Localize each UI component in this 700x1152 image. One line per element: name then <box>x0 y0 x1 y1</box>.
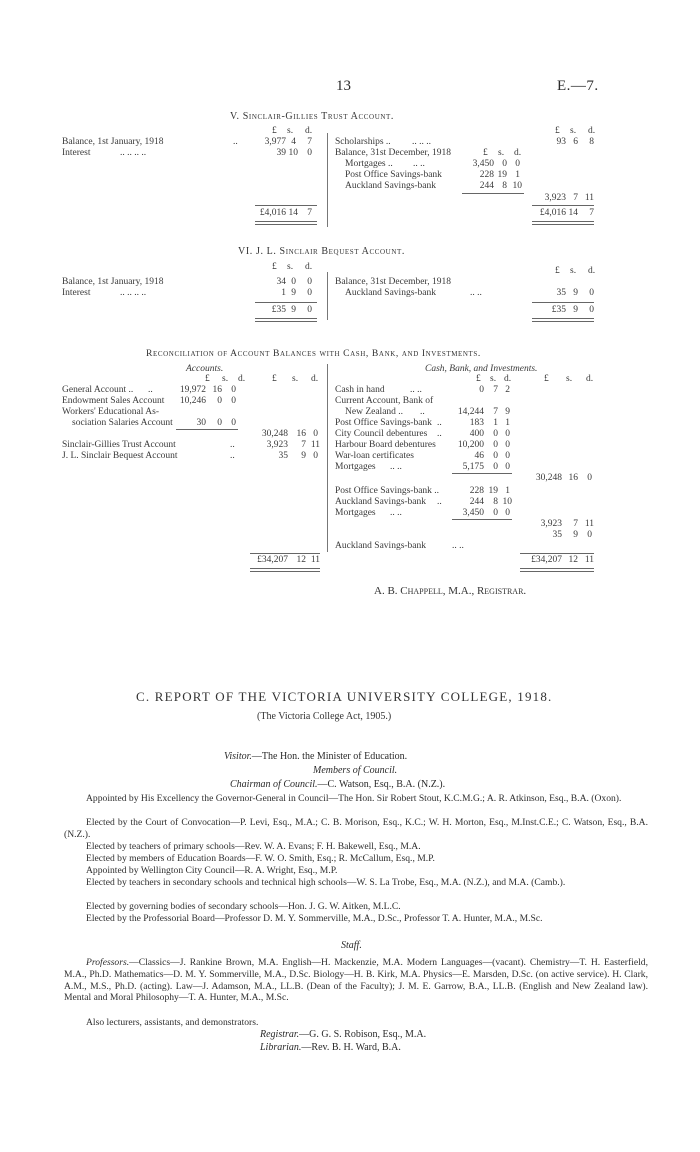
currency-head-pounds: £ <box>555 266 560 276</box>
ledger-pence: 0 <box>505 429 510 439</box>
ledger-subhead: d. <box>514 148 522 158</box>
also-paragraph: Also lecturers, assistants, and demonstrators. <box>86 1017 259 1028</box>
ledger-shillings: 9 <box>301 451 306 461</box>
council-paragraph: Elected by the Court of Convocation—P. Levi, Esq., M.A.; C. B. Morison, Esq., K.C.; W. H. Morton, Esq., M.Inst.C.E.; C. Watson, Esq., B.A. (N.Z.). <box>64 817 648 840</box>
ledger-label: Workers' Educational As- <box>62 407 159 417</box>
ledger-label: Cash in hand <box>335 385 385 395</box>
reconciliation-title: Reconciliation of Account Balances with Cash, Bank, and Investments. <box>146 348 481 359</box>
ledger-total-pence: 11 <box>584 555 594 565</box>
council-paragraph: Elected by governing bodies of secondary schools—Hon. J. G. W. Aitken, M.L.C. <box>86 901 401 912</box>
ledger-shillings: 6 <box>573 137 578 147</box>
ledger-label: General Account .. <box>62 385 134 395</box>
ledger-label: Mortgages <box>335 462 376 472</box>
ledger-pounds: 1 <box>281 288 286 298</box>
registrar-label: Registrar. <box>260 1029 300 1040</box>
ledger-pounds: 3,977 <box>264 137 286 147</box>
ledger-label: War-loan certificates <box>335 451 414 461</box>
ledger-pence: 2 <box>505 385 510 395</box>
currency-head-shillings: s. <box>570 126 577 136</box>
registrar-text: —G. G. S. Robison, Esq., M.A. <box>299 1029 427 1040</box>
ledger-pounds: 3,450 <box>462 508 484 518</box>
ledger-leader: .. .. <box>413 159 425 169</box>
ledger-total-shillings: 9 <box>291 305 296 315</box>
ledger-pounds: 0 <box>479 385 484 395</box>
ledger-pounds: 46 <box>474 451 484 461</box>
ledger-shillings: 0 <box>493 462 498 472</box>
currency-head-pence: d. <box>311 374 319 384</box>
ledger-pounds: 183 <box>469 418 484 428</box>
ledger-pounds: 244 <box>469 497 484 507</box>
currency-head-pounds: £ <box>272 374 277 384</box>
ledger-pounds: 400 <box>469 429 484 439</box>
chairman-line <box>230 779 445 790</box>
ledger-pounds: 35 <box>552 530 562 540</box>
librarian-line <box>260 1042 401 1053</box>
ledger-pence: 10 <box>502 497 512 507</box>
ledger-pence: 8 <box>589 137 594 147</box>
ledger-shillings: 7 <box>573 519 578 529</box>
cash-bank-investments-heading: Cash, Bank, and Investments. <box>425 364 538 374</box>
professors-label: Professors. <box>86 957 130 968</box>
librarian-text: —Rev. B. H. Ward, B.A. <box>301 1042 401 1053</box>
currency-head-shillings: s. <box>570 266 577 276</box>
ledger-label: Sinclair-Gillies Trust Account <box>62 440 176 450</box>
ledger-pounds: 10,246 <box>179 396 206 406</box>
ledger-pounds: 14,244 <box>457 407 484 417</box>
currency-head-pence: d. <box>238 374 246 384</box>
chairman-text: —C. Watson, Esq., B.A. (N.Z.). <box>317 779 446 790</box>
ledger-total-shillings: 14 <box>568 208 578 218</box>
ledger-shillings: 7 <box>493 407 498 417</box>
ledger-leader: .. <box>437 429 442 439</box>
ledger-total-pence: 11 <box>310 555 320 565</box>
ledger-total-pence: 7 <box>307 208 312 218</box>
ledger-shillings: 9 <box>291 288 296 298</box>
ledger-shillings: 9 <box>573 288 578 298</box>
sinclair-gillies-title: V. Sinclair-Gillies Trust Account. <box>230 111 394 122</box>
ledger-shillings: 10 <box>288 148 298 158</box>
ledger-shillings: 9 <box>573 530 578 540</box>
currency-head-pence: d. <box>504 374 512 384</box>
ledger-pence: 0 <box>231 385 236 395</box>
currency-head-shillings: s. <box>292 374 299 384</box>
ledger-shillings: 0 <box>493 440 498 450</box>
ledger-leader: .. .. <box>410 385 422 395</box>
staff-heading: Staff. <box>341 940 362 951</box>
ledger-shillings: 1 <box>493 418 498 428</box>
ledger-pounds: 34 <box>276 277 286 287</box>
ledger-pounds: 5,175 <box>462 462 484 472</box>
ledger-pence: 1 <box>515 170 520 180</box>
ledger-pounds: 228 <box>469 486 484 496</box>
document-code: E.—7. <box>557 78 599 94</box>
currency-head-shillings: s. <box>490 374 497 384</box>
council-paragraph: Elected by teachers in secondary schools and technical high schools—W. S. La Trobe, Esq., M.A. (N.Z.), and M.A. (Camb.). <box>86 877 566 888</box>
registrar-line <box>260 1029 426 1040</box>
ledger-label: Auckland Savings-bank <box>345 181 437 191</box>
ledger-leader: .. <box>437 418 442 428</box>
ledger-shillings: 16 <box>568 473 578 483</box>
registrar-signature: A. B. Chappell, M.A., Registrar. <box>374 585 527 597</box>
ledger-pence: 7 <box>307 137 312 147</box>
ledger-pence: 1 <box>505 418 510 428</box>
subtotal-rule <box>452 519 512 520</box>
currency-head-pounds: £ <box>272 262 277 272</box>
ledger-leader: .. .. <box>390 462 402 472</box>
ledger-label: City Council debentures <box>335 429 428 439</box>
ledger-pence: 0 <box>505 508 510 518</box>
ledger-total-shillings: 14 <box>288 208 298 218</box>
ledger-label: Auckland Savings-bank <box>345 288 437 298</box>
currency-head-pence: d. <box>586 374 594 384</box>
total-rule <box>520 553 594 554</box>
total-rule <box>250 553 320 554</box>
ledger-shillings: 0 <box>502 159 507 169</box>
ledger-leader: .. <box>230 451 235 461</box>
ledger-total-pounds: £4,016 <box>539 208 566 218</box>
ledger-total-pounds: £4,016 <box>259 208 286 218</box>
currency-head-shillings: s. <box>287 126 294 136</box>
ledger-label: Post Office Savings-bank <box>345 170 442 180</box>
total-rule <box>532 205 594 206</box>
ledger-leader: .. <box>420 407 425 417</box>
double-rule <box>520 568 594 572</box>
ledger-leader: .. <box>437 497 442 507</box>
ledger-label: J. L. Sinclair Bequest Account <box>62 451 178 461</box>
report-act: (The Victoria College Act, 1905.) <box>257 711 392 722</box>
subtotal-rule <box>176 429 238 430</box>
ledger-pounds: 3,923 <box>540 519 562 529</box>
ledger-total-shillings: 12 <box>296 555 306 565</box>
currency-head-pence: d. <box>305 126 313 136</box>
ledger-pence: 0 <box>231 418 236 428</box>
ledger-shillings: 7 <box>493 385 498 395</box>
ledger-leader: .. <box>148 385 153 395</box>
ledger-shillings: 7 <box>301 440 306 450</box>
librarian-label: Librarian. <box>260 1042 302 1053</box>
ledger-label: Endowment Sales Account <box>62 396 165 406</box>
ledger-pence: 9 <box>505 407 510 417</box>
ledger-pounds: 244 <box>479 181 494 191</box>
ledger-label: Auckland Savings-bank <box>335 497 427 507</box>
ledger-label: Mortgages .. <box>345 159 393 169</box>
column-divider <box>327 133 328 227</box>
ledger-total-pounds: £35 <box>271 305 286 315</box>
currency-head-pence: d. <box>588 126 596 136</box>
ledger-pence: 11 <box>584 519 594 529</box>
ledger-leader: .. .. .. <box>412 137 431 147</box>
ledger-leader: .. .. .. .. <box>120 148 147 158</box>
ledger-pence: 0 <box>231 396 236 406</box>
ledger-pence: 0 <box>307 148 312 158</box>
ledger-pounds: 3,450 <box>472 159 494 169</box>
ledger-pounds: 3,923 <box>266 440 288 450</box>
ledger-total-pence: 7 <box>589 208 594 218</box>
ledger-leader: .. .. <box>452 541 464 551</box>
ledger-shillings: 0 <box>217 418 222 428</box>
ledger-leader: .. <box>230 440 235 450</box>
ledger-label: New Zealand .. <box>345 407 404 417</box>
ledger-pence: 11 <box>310 440 320 450</box>
currency-head-pounds: £ <box>205 374 210 384</box>
ledger-shillings: 8 <box>493 497 498 507</box>
accounts-heading: Accounts. <box>186 364 224 374</box>
ledger-total-pence: 0 <box>307 305 312 315</box>
ledger-label: Interest <box>62 148 91 158</box>
professors-text: —Classics—J. Rankine Brown, M.A. English—H. Mackenzie, M.A. Modern Languages—(vacant). Chemistry—T. H. Easterfield, M.A., Ph.D. Mathematics—D. M. Y. Sommerville, M.A., D.Sc. Biology—H. B. Kirk, M.A. Physics—E. Marsden, D.Sc. (on active service). H. Clark, A.M., M.S., Ph.D. (acting). Law—J. Adamson, M.A., LL.B. (Dean of the Faculty); J. M. E. Garrow, B.A., LL.B. (English and New Zealand law). Mental and Moral Philosophy—T. A. Hunter, M.A., M.Sc. <box>64 957 648 1004</box>
ledger-pence: 0 <box>307 277 312 287</box>
ledger-pounds: 39 <box>276 148 286 158</box>
ledger-pence: 11 <box>584 193 594 203</box>
ledger-shillings: 0 <box>493 508 498 518</box>
ledger-pounds: 35 <box>556 288 566 298</box>
ledger-leader: .. .. <box>470 288 482 298</box>
chairman-label: Chairman of Council. <box>230 779 318 790</box>
ledger-pounds: 10,200 <box>457 440 484 450</box>
ledger-pence: 0 <box>587 473 592 483</box>
ledger-pence: 0 <box>505 451 510 461</box>
ledger-leader: .. <box>233 137 238 147</box>
ledger-label: Interest <box>62 288 91 298</box>
currency-head-pence: d. <box>305 262 313 272</box>
ledger-pence: 0 <box>515 159 520 169</box>
ledger-pounds: 35 <box>278 451 288 461</box>
ledger-pence: 1 <box>505 486 510 496</box>
ledger-pounds: 3,923 <box>544 193 566 203</box>
ledger-pounds: 228 <box>479 170 494 180</box>
double-rule <box>255 318 317 322</box>
ledger-label: sociation Salaries Account <box>72 418 173 428</box>
ledger-pence: 0 <box>589 288 594 298</box>
currency-head-pounds: £ <box>555 126 560 136</box>
ledger-shillings: 0 <box>493 429 498 439</box>
ledger-label: Balance, 1st January, 1918 <box>62 137 164 147</box>
total-rule <box>255 302 317 303</box>
ledger-pounds: 30,248 <box>261 429 288 439</box>
ledger-pence: 0 <box>505 462 510 472</box>
ledger-shillings: 19 <box>488 486 498 496</box>
currency-head-pounds: £ <box>544 374 549 384</box>
ledger-pence: 0 <box>505 440 510 450</box>
currency-head-pence: d. <box>588 266 596 276</box>
ledger-label: Balance, 31st December, 1918 <box>335 277 451 287</box>
ledger-pounds: 19,972 <box>179 385 206 395</box>
ledger-label: Balance, 31st December, 1918 <box>335 148 451 158</box>
ledger-total-pence: 0 <box>589 305 594 315</box>
ledger-shillings: 16 <box>296 429 306 439</box>
ledger-pence: 10 <box>512 181 522 191</box>
double-rule <box>255 221 317 225</box>
ledger-leader: .. .. .. .. <box>120 288 147 298</box>
double-rule <box>532 221 594 225</box>
ledger-shillings: 4 <box>291 137 296 147</box>
currency-head-shillings: s. <box>222 374 229 384</box>
visitor-line <box>224 751 407 762</box>
ledger-total-shillings: 12 <box>568 555 578 565</box>
ledger-subhead: £ <box>483 148 488 158</box>
members-heading: Members of Council. <box>313 765 398 776</box>
visitor-label: Visitor. <box>224 751 252 762</box>
ledger-label: Scholarships .. <box>335 137 391 147</box>
report-title: C. REPORT OF THE VICTORIA UNIVERSITY COLLEGE, 1918. <box>136 689 553 704</box>
page-number: 13 <box>336 78 351 94</box>
currency-head-shillings: s. <box>566 374 573 384</box>
council-paragraph: Appointed by Wellington City Council—R. A. Wright, Esq., M.P. <box>86 865 338 876</box>
ledger-shillings: 8 <box>502 181 507 191</box>
ledger-label: Harbour Board debentures <box>335 440 436 450</box>
ledger-shillings: 0 <box>493 451 498 461</box>
column-divider <box>327 364 328 552</box>
council-paragraph: Appointed by His Excellency the Governor-General in Council—The Hon. Sir Robert Stout, K.C.M.G.; A. R. Atkinson, Esq., B.A. (Oxon). <box>86 793 622 804</box>
subtotal-rule <box>452 473 512 474</box>
ledger-total-pounds: £34,207 <box>531 555 562 565</box>
ledger-label: Current Account, Bank of <box>335 396 434 406</box>
ledger-shillings: 16 <box>212 385 222 395</box>
currency-head-pounds: £ <box>476 374 481 384</box>
ledger-total-pounds: £34,207 <box>257 555 288 565</box>
ledger-pounds: 30 <box>196 418 206 428</box>
ledger-label: Post Office Savings-bank <box>335 418 432 428</box>
ledger-label: Balance, 1st January, 1918 <box>62 277 164 287</box>
ledger-pence: 0 <box>307 288 312 298</box>
ledger-pence: 0 <box>313 429 318 439</box>
total-rule <box>255 205 317 206</box>
total-rule <box>532 302 594 303</box>
ledger-shillings: 0 <box>217 396 222 406</box>
sinclair-bequest-title: VI. J. L. Sinclair Bequest Account. <box>238 246 405 257</box>
ledger-total-shillings: 9 <box>573 305 578 315</box>
ledger-label: Auckland Savings-bank <box>335 541 427 551</box>
double-rule <box>532 318 594 322</box>
ledger-shillings: 0 <box>291 277 296 287</box>
ledger-label: Mortgages <box>335 508 376 518</box>
ledger-shillings: 7 <box>573 193 578 203</box>
ledger-label: Post Office Savings-bank .. <box>335 486 440 496</box>
ledger-leader: .. .. <box>390 508 402 518</box>
council-paragraph: Elected by members of Education Boards—F. W. O. Smith, Esq.; R. McCallum, Esq., M.P. <box>86 853 435 864</box>
council-paragraph: Elected by teachers of primary schools—Rev. W. A. Evans; F. H. Bakewell, Esq., M.A. <box>86 841 421 852</box>
ledger-pence: 0 <box>587 530 592 540</box>
professors-paragraph <box>64 957 648 1004</box>
ledger-pounds: 93 <box>556 137 566 147</box>
column-divider <box>327 272 328 320</box>
ledger-subhead: s. <box>498 148 505 158</box>
ledger-pounds: 30,248 <box>535 473 562 483</box>
subtotal-rule <box>462 193 524 194</box>
visitor-text: —The Hon. the Minister of Education. <box>251 751 408 762</box>
council-paragraph: Elected by the Professorial Board—Professor D. M. Y. Sommerville, M.A., D.Sc., Professor T. A. Hunter, M.A., M.Sc. <box>86 913 543 924</box>
currency-head-shillings: s. <box>287 262 294 272</box>
currency-head-pounds: £ <box>272 126 277 136</box>
ledger-pence: 0 <box>313 451 318 461</box>
ledger-shillings: 19 <box>497 170 507 180</box>
double-rule <box>250 568 320 572</box>
ledger-total-pounds: £35 <box>551 305 566 315</box>
